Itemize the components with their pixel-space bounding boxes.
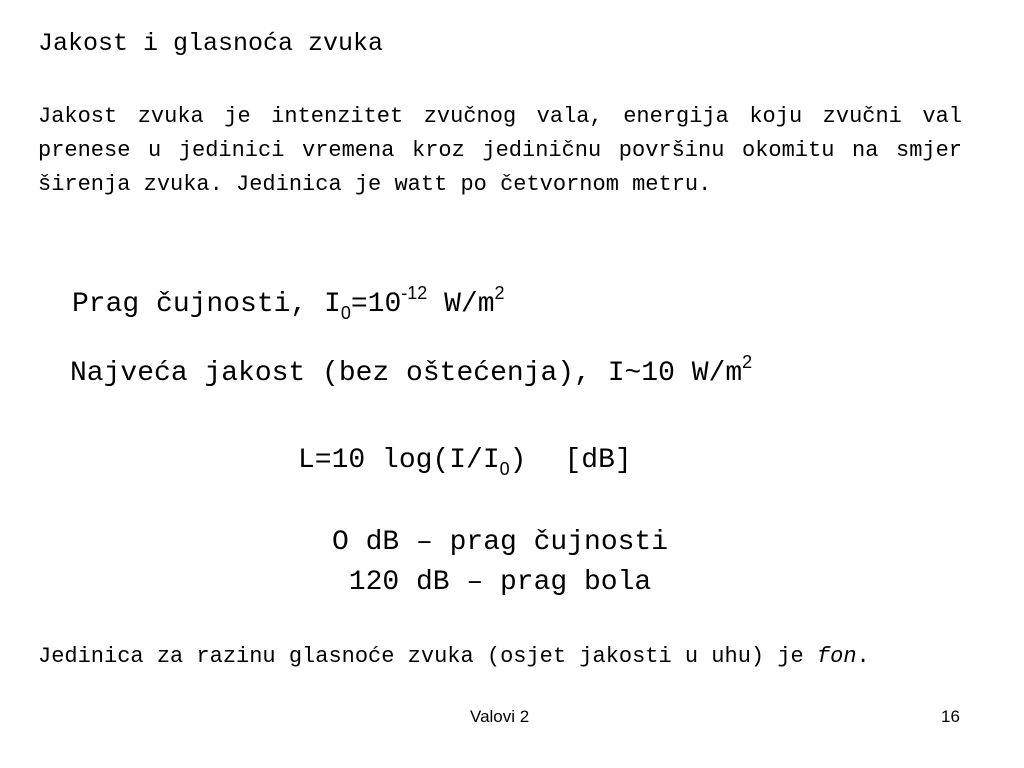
page-number: 16 [941, 707, 960, 726]
outro-text: Jedinica za razinu glasnoće zvuka (osjet jakosti u uhu) je [38, 644, 817, 669]
slide-title: Jakost i glasnoća zvuka [38, 29, 384, 58]
max-intensity-line [70, 352, 753, 392]
level-formula-expression: L=10 log(I/I [298, 445, 500, 476]
threshold-exponent: -12 [401, 283, 428, 303]
threshold-unit: W/m [427, 289, 495, 320]
level-formula-unit: [dB] [564, 445, 632, 476]
unit-term-fon: fon [816, 644, 857, 669]
max-intensity-unit: W/m [674, 358, 743, 389]
outro-paragraph [38, 640, 962, 674]
intro-paragraph: Jakost zvuka je intenzitet zvučnog vala, energija koju zvučni val prenese u jedinici vremena kroz jediničnu površinu okomitu na smjer širenja zvuka. Jedinica je watt po četvornom metru. [38, 104, 962, 197]
pain-threshold-line: 120 dB – prag bola [348, 567, 652, 598]
level-formula-subscript: 0 [499, 459, 510, 479]
max-intensity-unit-exponent: 2 [742, 352, 753, 372]
sound-level-formula [298, 443, 632, 479]
footer-label: Valovi 2 [470, 707, 530, 726]
zero-db-threshold-line: O dB – prag čujnosti [331, 527, 669, 558]
level-formula-closing: ) [509, 445, 527, 476]
outro-period: . [856, 644, 870, 669]
max-intensity-label: Najveća jakost (bez oštećenja), I~10 [70, 358, 675, 389]
threshold-equals: =10 [350, 289, 402, 320]
threshold-label: Prag čujnosti, I [72, 289, 341, 320]
threshold-subscript: 0 [340, 303, 351, 323]
threshold-unit-exponent: 2 [494, 283, 505, 303]
hearing-threshold-line [72, 283, 505, 323]
